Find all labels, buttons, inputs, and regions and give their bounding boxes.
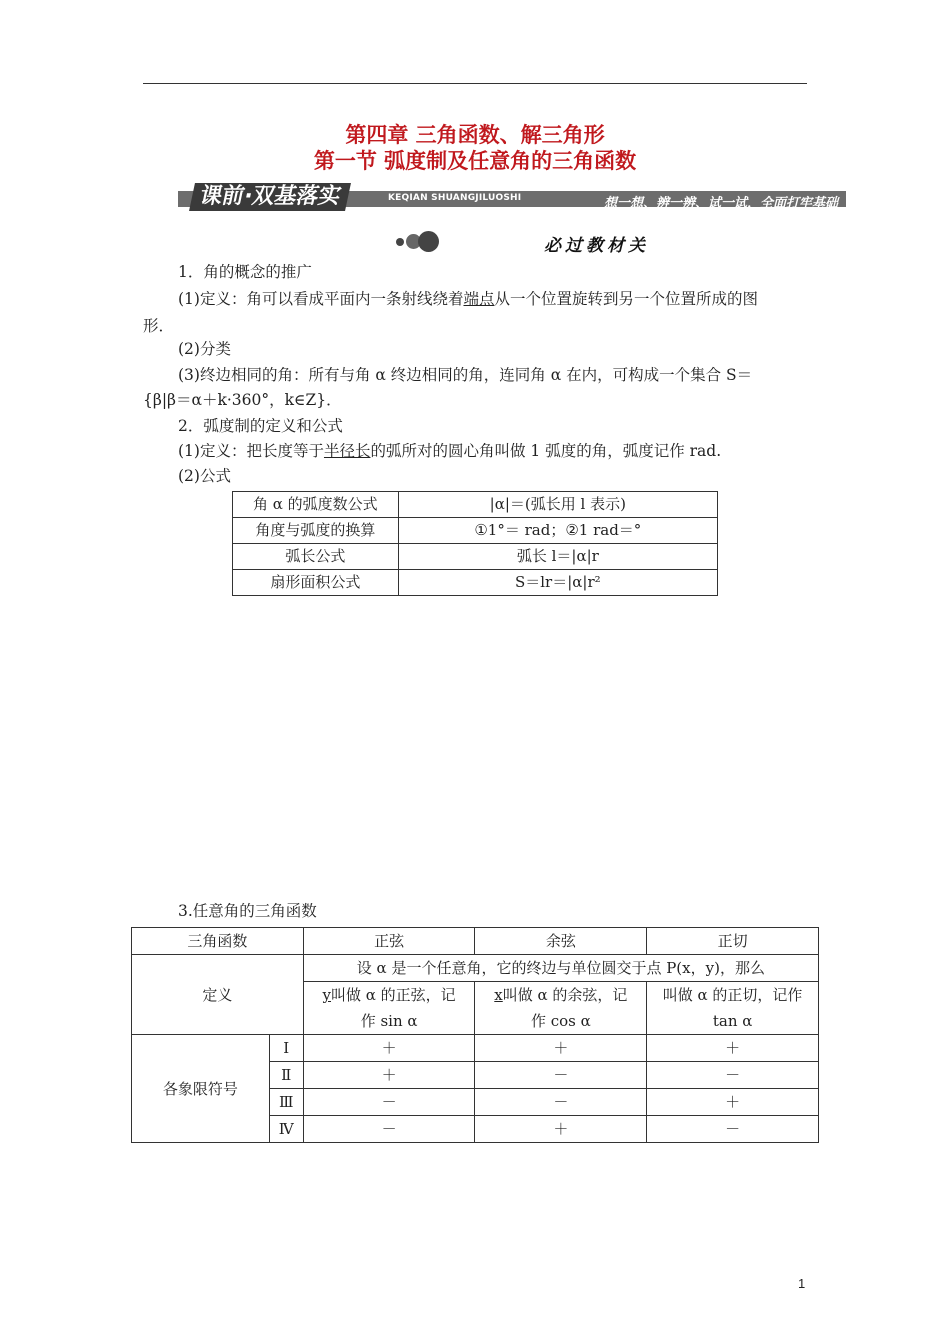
table-row: 角 α 的弧度数公式 |α|＝(弧长用 l 表示) [233,492,718,518]
table-row: Ⅲ － － ＋ [132,1089,819,1116]
page-number: 1 [798,1276,806,1291]
sign-label: 各象限符号 [132,1035,270,1143]
definition-label: 定义 [132,955,304,1035]
header-rule [143,83,807,84]
s1-coterminal: (3)终边相同的角：所有与角 α 终边相同的角，连同角 α 在内，可构成一个集合 S＝ [178,366,753,384]
table-row: 扇形面积公式 S＝lr＝|α|r² [233,570,718,596]
s1-set-notation: {β|β＝α＋k·360°，k∈Z}． [143,391,342,409]
table-row: 弧长公式 弧长 l＝|α|r [233,544,718,570]
table-row: Ⅱ ＋ － － [132,1062,819,1089]
dot-icon [418,231,439,252]
s1-heading: 1．角的概念的推广 [178,263,312,281]
table-row [132,955,819,982]
table-row: 各象限符号 Ⅰ ＋ ＋ ＋ [132,1035,819,1062]
s2-heading: 2．弧度制的定义和公式 [178,417,343,435]
answer-blank: 半径长 [323,442,371,460]
cos-definition: x叫做 α 的余弦，记 作 cos α [475,982,647,1035]
table-row: 角度与弧度的换算 ①1°＝ rad；②1 rad＝° [233,518,718,544]
s1-definition: (1)定义：角可以看成平面内一条射线绕着端点从一个位置旋转到另一个位置所成的图 [178,290,758,308]
answer-blank: 端点 [463,290,495,308]
definition-intro: 设 α 是一个任意角，它的终边与单位圆交于点 P(x，y)，那么 [303,955,818,982]
trig-table [131,927,819,1143]
formula-table [232,491,718,596]
section-banner [178,183,846,211]
chapter-title: 第四章 三角函数、解三角形 [345,122,605,147]
sin-definition: y叫做 α 的正弦，记 作 sin α [303,982,475,1035]
s2-definition: (1)定义：把长度等于半径长的弧所对的圆心角叫做 1 弧度的角，弧度记作 rad. [178,442,722,460]
dot-icon [396,238,404,246]
table-row: 三角函数 正弦 余弦 正切 [132,928,819,955]
s3-heading: 3.任意角的三角函数 [178,902,317,920]
banner-label: 课前·双基落实 [189,183,351,211]
sub-banner-label: 必过教材关 [544,236,649,256]
banner-pinyin: KEQIAN SHUANGJILUOSHI [388,193,522,203]
s1-classification: (2)分类 [178,340,231,358]
section-title: 第一节 弧度制及任意角的三角函数 [313,148,637,173]
table-row: Ⅳ － ＋ － [132,1116,819,1143]
s1-definition-cont: 形． [143,317,175,335]
tan-definition: 叫做 α 的正切，记作 tan α [647,982,819,1035]
s2-formulas: (2)公式 [178,467,231,485]
banner-slogan: 想一想、辨一辨、试一试，全面打牢基础 [603,196,838,211]
